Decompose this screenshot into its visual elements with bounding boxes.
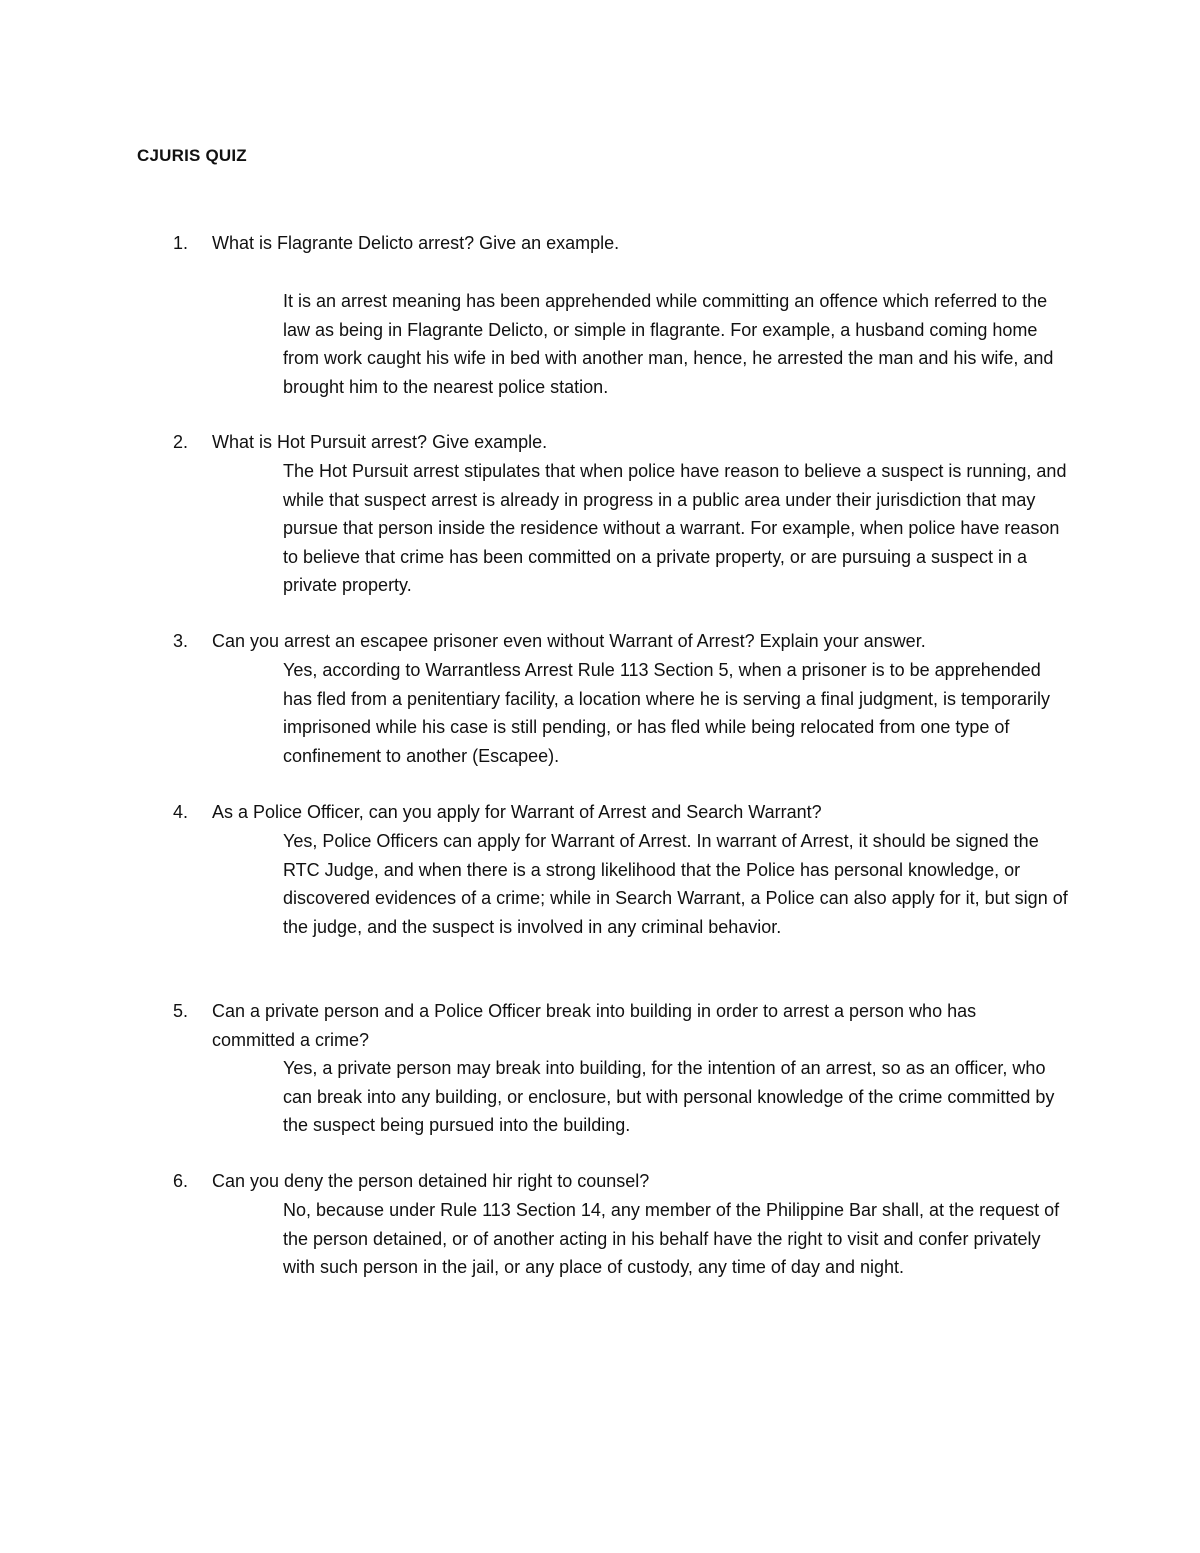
answer-text: Yes, a private person may break into building, for the intention of an arrest, so as an officer, who can break into any building, or enclosure, but with personal knowledge of the crime committed by the suspect being pursued into the building. (283, 1058, 1055, 1135)
answer-text: The Hot Pursuit arrest stipulates that when police have reason to believe a suspect is running, and while that suspect arrest is already in progress in a public area under their jurisdiction that may pursue that person inside the residence without a warrant. For example, when police have reason to believe that crime has been committed on a private property, or are pursuing a suspect in a private property. (283, 461, 1067, 595)
question-text: Can a private person and a Police Officer break into building in order to arrest a person who has committed a crime? (212, 1001, 977, 1050)
question-text: Can you deny the person detained hir right to counsel? (212, 1171, 650, 1191)
question-text: Can you arrest an escapee prisoner even without Warrant of Arrest? Explain your answer. (212, 631, 926, 651)
question-number: 3. (173, 631, 189, 651)
answer-text: Yes, according to Warrantless Arrest Rule 113 Section 5, when a prisoner is to be apprehended has fled from a penitentiary facility, a location where he is serving a final judgment, is temporarily imprisoned while his case is still pending, or has fled while being relocated from one type of confinement to another (Escapee). (283, 660, 1051, 766)
answer-text: No, because under Rule 113 Section 14, any member of the Philippine Bar shall, at the request of the person detained, or of another acting in his behalf have the right to visit and confer privately with such person in the jail, or any place of custody, any time of day and night. (283, 1200, 1060, 1277)
answer-text: Yes, Police Officers can apply for Warrant of Arrest. In warrant of Arrest, it should be signed the RTC Judge, and when there is a strong likelihood that the Police has personal knowledge, or discovered evidences of a crime; while in Search Warrant, a Police can also apply for it, but sign of the judge, and the suspect is involved in any criminal behavior. (283, 831, 1068, 937)
question-number: 4. (173, 802, 189, 822)
question-number: 2. (173, 432, 189, 452)
question-text: What is Flagrante Delicto arrest? Give an example. (212, 233, 620, 253)
document-title: CJURIS QUIZ (137, 146, 247, 165)
question-text: What is Hot Pursuit arrest? Give example. (212, 432, 548, 452)
question-number: 6. (173, 1171, 189, 1191)
question-number: 1. (173, 233, 189, 253)
answer-text: It is an arrest meaning has been apprehended while committing an offence which referred to the law as being in Flagrante Delicto, or simple in flagrante. For example, a husband coming home from work caught his wife in bed with another man, hence, he arrested the man and his wife, and brought him to the nearest police station. (283, 291, 1054, 397)
question-number: 5. (173, 1001, 189, 1021)
question-text: As a Police Officer, can you apply for Warrant of Arrest and Search Warrant? (212, 802, 822, 822)
